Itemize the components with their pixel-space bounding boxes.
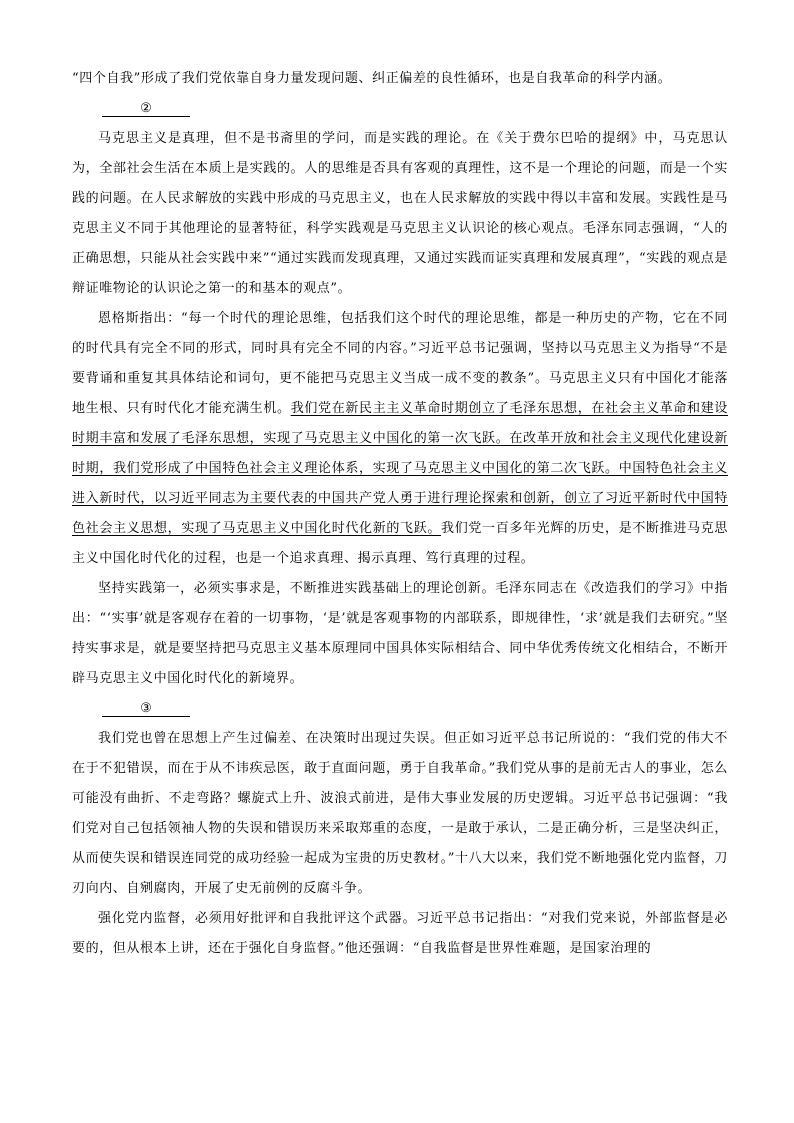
paragraph-seek-truth-from-facts: 坚持实践第一，必须实事求是，不断推进实践基础上的理论创新。毛泽东同志在《改造我们的学习》中指出：“‘实事’就是客观存在着的一切事物，‘是’就是客观事物的内部联系，即规律性，‘求’就是我们去研究。”坚持实事求是，就是要坚持把马克思主义基本原理同中国具体实际相结合、同中华优秀传统文化相结合，不断开辟马克思主义中国化时代化的新境界。 bbox=[72, 581, 728, 686]
paragraph-engels-start: 恩格斯指出：“每一个时代的理论思维，包括我们这个时代的理论思维，都是一种历史的产物，它在不同的时代具有完全不同的形式，同时具有完全不同的内容。”习近平总书记强调，坚持以马克思主义为指导“不是要背诵和重复其具体结论和词句，更不能把马克思主义当成一成不变的教条”。马克思主义只有中国化才能落地生根、只有时代化才能充满生机。 bbox=[72, 311, 728, 416]
paragraph-engels-end: 我们党一百多年光辉的历史，是不断推进马克思主义中国化时代化的过程，也是一个追求真理、揭示真理、笃行真理的过程。 bbox=[72, 521, 728, 566]
paragraph-engels-sinicization bbox=[72, 304, 728, 574]
section-2-number: ② bbox=[102, 94, 190, 117]
section-2-heading-blank bbox=[72, 94, 728, 124]
section-3-heading-blank bbox=[72, 694, 728, 724]
intro-line: “四个自我”形成了我们党依靠自身力量发现问题、纠正偏差的良性循环，也是自我革命的科学内涵。 bbox=[72, 71, 672, 86]
underlined-passage-theoretical-leaps: 我们党在新民主主义革命时期创立了毛泽东思想，在社会主义革命和建设时期丰富和发展了毛泽东思想，实现了马克思主义中国化的第一次飞跃。在改革开放和社会主义现代化建设新时期，我们党形成了中国特色社会主义理论体系，实现了马克思主义中国化的第二次飞跃。中国特色社会主义进入新时代，以习近平同志为主要代表的中国共产党人勇于进行理论探索和创新，创立了习近平新时代中国特色社会主义思想，实现了马克思主义中国化时代化新的飞跃。 bbox=[72, 401, 728, 536]
paragraph-practice-theory: 马克思主义是真理，但不是书斋里的学问，而是实践的理论。在《关于费尔巴哈的提纲》中，马克思认为，全部社会生活在本质上是实践的。人的思维是否具有客观的真理性，这不是一个理论的问题，而是一个实践的问题。在人民求解放的实践中形成的马克思主义，也在人民求解放的实践中得以丰富和发展。实践性是马克思主义不同于其他理论的显著特征，科学实践观是马克思主义认识论的核心观点。毛泽东同志强调，“人的正确思想，只能从社会实践中来”“通过实践而发现真理，又通过实践而证实真理和发展真理”，“实践的观点是辩证唯物论的认识论之第一的和基本的观点”。 bbox=[72, 131, 728, 296]
paragraph-inner-party-supervision: 强化党内监督，必须用好批评和自我批评这个武器。习近平总书记指出：“对我们党来说，外部监督是必要的，但从根本上讲，还在于强化自身监督。”他还强调：“自我监督是世界性难题，是国家治理的 bbox=[72, 911, 728, 956]
document-page bbox=[72, 64, 728, 964]
section-3-number: ③ bbox=[102, 694, 190, 717]
paragraph-errors-self-revolution: 我们党也曾在思想上产生过偏差、在决策时出现过失误。但正如习近平总书记所说的：“我们党的伟大不在于不犯错误，而在于从不讳疾忌医，敢于直面问题，勇于自我革命。”我们党从事的是前无古人的事业，怎么可能没有曲折、不走弯路？螺旋式上升、波浪式前进，是伟大事业发展的历史逻辑。习近平总书记强调：“我们党对自己包括领袖人物的失误和错误历来采取郑重的态度，一是敢于承认，二是正确分析，三是坚决纠正，从而使失误和错误连同党的成功经验一起成为宝贵的历史教材。”十八大以来，我们党不断地强化党内监督，刀刃向内、自剜腐肉，开展了史无前例的反腐斗争。 bbox=[72, 731, 728, 896]
